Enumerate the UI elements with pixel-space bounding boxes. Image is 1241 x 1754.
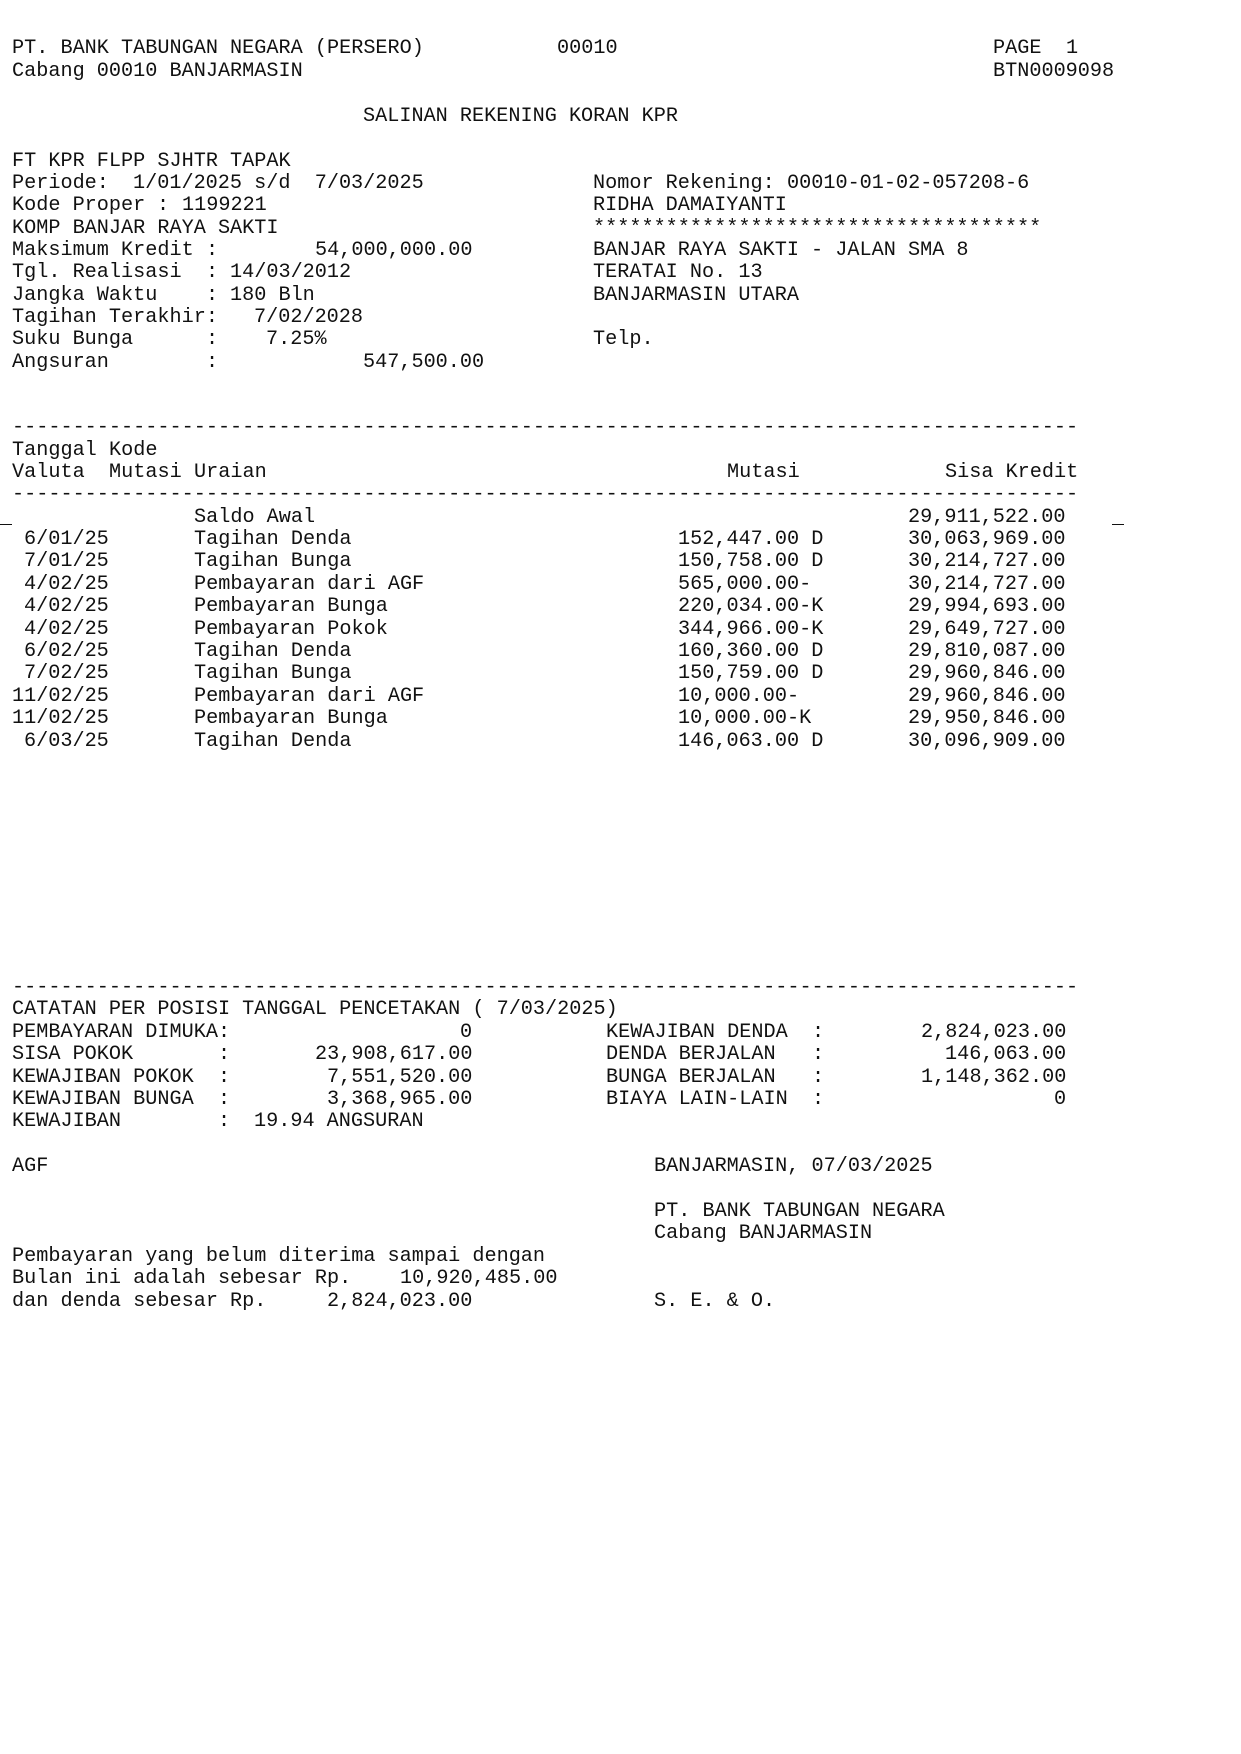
- page-number: 1: [1066, 37, 1079, 60]
- footer-line-5: [12, 1266, 1212, 1291]
- bank-name: PT. BANK TABUNGAN NEGARA (PERSERO): [12, 37, 424, 60]
- kode-proper-label: Kode Proper: [12, 194, 146, 217]
- sisa-pokok-value: 23,908,617.00: [315, 1043, 473, 1066]
- kewajiban-value: 19.94 ANGSURAN: [254, 1110, 424, 1133]
- bunga-berjalan-value: 1,148,362.00: [921, 1066, 1067, 1089]
- place-date: BANJARMASIN, 07/03/2025: [654, 1155, 933, 1178]
- acct-line-9: [12, 327, 1212, 352]
- summary-line-2: [12, 1042, 1212, 1067]
- address-line-1: BANJAR RAYA SAKTI - JALAN SMA 8: [593, 239, 969, 262]
- acct-line-10: [12, 350, 1212, 375]
- row-description: Pembayaran Bunga: [194, 707, 388, 730]
- colon: :: [218, 1043, 231, 1066]
- kewajiban-denda-label: KEWAJIBAN DENDA: [606, 1021, 788, 1044]
- kewajiban-pokok-label: KEWAJIBAN POKOK: [12, 1066, 194, 1089]
- col-sisa-kredit: Sisa Kredit: [945, 461, 1079, 484]
- table-row: [12, 594, 1212, 619]
- outstanding-label: Bulan ini adalah sebesar Rp.: [12, 1267, 352, 1290]
- telp-label: Telp.: [593, 328, 654, 351]
- angsuran-label: Angsuran: [12, 351, 109, 374]
- periode-label: Periode:: [12, 172, 109, 195]
- nomor-rekening-label: Nomor Rekening:: [593, 172, 775, 195]
- table-rule-header: ----------------------------------------------------------------------------------------: [12, 483, 1079, 506]
- row-description: Pembayaran dari AGF: [194, 573, 425, 596]
- kewajiban-bunga-label: KEWAJIBAN BUNGA: [12, 1088, 194, 1111]
- col-kode: Kode: [109, 439, 158, 462]
- colon: :: [812, 1043, 825, 1066]
- colon: :: [206, 239, 219, 262]
- address-line-3: BANJARMASIN UTARA: [593, 284, 799, 307]
- footer-line-6: [12, 1289, 1212, 1314]
- denda-note-label: dan denda sebesar Rp.: [12, 1290, 267, 1313]
- row-mutasi: 10,000.00-: [678, 685, 800, 708]
- table-row: [12, 661, 1212, 686]
- mark-right: [1112, 524, 1124, 525]
- summary-rule: ----------------------------------------------------------------------------------------: [12, 976, 1079, 999]
- colon: :: [812, 1088, 825, 1111]
- kewajiban-bunga-value: 3,368,965.00: [327, 1088, 473, 1111]
- row-description: Pembayaran dari AGF: [194, 685, 425, 708]
- saldo-awal-value: 29,911,522.00: [908, 506, 1066, 529]
- row-sisa-kredit: 29,994,693.00: [908, 595, 1066, 618]
- col-uraian: Uraian: [194, 461, 267, 484]
- doc-code: BTN0009098: [993, 60, 1115, 83]
- col-valuta: Valuta: [12, 461, 85, 484]
- header-line-2: [12, 59, 1212, 84]
- col-mutasi-code: Mutasi: [109, 461, 182, 484]
- row-sisa-kredit: 29,649,727.00: [908, 618, 1066, 641]
- summary-title-line: [12, 997, 1212, 1022]
- customer-name: RIDHA DAMAIYANTI: [593, 194, 787, 217]
- colon: :: [218, 1110, 231, 1133]
- footer-line-1: [12, 1154, 1212, 1179]
- maksimum-kredit-value: 54,000,000.00: [315, 239, 473, 262]
- page-label: PAGE: [993, 37, 1042, 60]
- pembayaran-dimuka-value: 0: [460, 1021, 473, 1044]
- suku-bunga-value: 7.25%: [266, 328, 327, 351]
- colon: :: [812, 1021, 825, 1044]
- table-row: [12, 706, 1212, 731]
- tgl-realisasi-label: Tgl. Realisasi: [12, 261, 182, 284]
- col-tanggal: Tanggal: [12, 439, 97, 462]
- denda-berjalan-label: DENDA BERJALAN: [606, 1043, 776, 1066]
- bunga-berjalan-label: BUNGA BERJALAN: [606, 1066, 776, 1089]
- tagihan-terakhir-label: Tagihan Terakhir:: [12, 306, 218, 329]
- row-mutasi: 152,447.00 D: [678, 528, 824, 551]
- acct-line-6: [12, 260, 1212, 285]
- branch-code: 00010: [557, 37, 618, 60]
- row-mutasi: 150,759.00 D: [678, 662, 824, 685]
- signer-branch: Cabang BANJARMASIN: [654, 1222, 873, 1245]
- row-date: 6/02/25: [24, 640, 109, 663]
- biaya-lain-label: BIAYA LAIN-LAIN: [606, 1088, 788, 1111]
- row-date: 6/03/25: [24, 730, 109, 753]
- kewajiban-denda-value: 2,824,023.00: [921, 1021, 1067, 1044]
- address-line-2: TERATAI No. 13: [593, 261, 763, 284]
- colon: :: [218, 1066, 231, 1089]
- colon: :: [206, 351, 219, 374]
- nomor-rekening-value: 00010-01-02-057208-6: [787, 172, 1030, 195]
- row-description: Tagihan Bunga: [194, 550, 352, 573]
- project-name: KOMP BANJAR RAYA SAKTI: [12, 217, 279, 240]
- colon: :: [206, 284, 219, 307]
- row-mutasi: 160,360.00 D: [678, 640, 824, 663]
- kewajiban-label: KEWAJIBAN: [12, 1110, 122, 1133]
- row-description: Pembayaran Bunga: [194, 595, 388, 618]
- saldo-awal-label: Saldo Awal: [194, 506, 316, 529]
- row-description: Tagihan Denda: [194, 528, 352, 551]
- row-mutasi: 146,063.00 D: [678, 730, 824, 753]
- row-sisa-kredit: 29,950,846.00: [908, 707, 1066, 730]
- row-sisa-kredit: 30,214,727.00: [908, 573, 1066, 596]
- jangka-waktu-label: Jangka Waktu: [12, 284, 158, 307]
- row-sisa-kredit: 29,960,846.00: [908, 685, 1066, 708]
- row-date: 11/02/25: [12, 707, 109, 730]
- colon: :: [157, 194, 170, 217]
- footer-line-3: [12, 1221, 1212, 1246]
- row-sisa-kredit: 30,214,727.00: [908, 550, 1066, 573]
- table-row: [12, 729, 1212, 754]
- biaya-lain-value: 0: [1054, 1088, 1067, 1111]
- branch-line: Cabang 00010 BANJARMASIN: [12, 60, 303, 83]
- page-title: SALINAN REKENING KORAN KPR: [363, 105, 678, 128]
- summary-title: CATATAN PER POSISI TANGGAL PENCETAKAN ( 7/03/2025): [12, 998, 618, 1021]
- row-date: 7/01/25: [24, 550, 109, 573]
- row-description: Tagihan Denda: [194, 730, 352, 753]
- table-rule-top: ----------------------------------------------------------------------------------------: [12, 416, 1079, 439]
- row-sisa-kredit: 29,960,846.00: [908, 662, 1066, 685]
- row-mutasi: 10,000.00-K: [678, 707, 812, 730]
- kewajiban-pokok-value: 7,551,520.00: [327, 1066, 473, 1089]
- product-name: FT KPR FLPP SJHTR TAPAK: [12, 150, 291, 173]
- maksimum-kredit-label: Maksimum Kredit: [12, 239, 194, 262]
- colon: :: [812, 1066, 825, 1089]
- tgl-realisasi-value: 14/03/2012: [230, 261, 352, 284]
- seo-mark: S. E. & O.: [654, 1290, 776, 1313]
- colon: :: [218, 1088, 231, 1111]
- row-mutasi: 344,966.00-K: [678, 618, 824, 641]
- signer-bank: PT. BANK TABUNGAN NEGARA: [654, 1200, 945, 1223]
- kode-proper-value: 1199221: [182, 194, 267, 217]
- row-date: 4/02/25: [24, 573, 109, 596]
- summary-line-5: [12, 1109, 1212, 1134]
- row-date: 11/02/25: [12, 685, 109, 708]
- outstanding-amount: 10,920,485.00: [400, 1267, 558, 1290]
- suku-bunga-label: Suku Bunga: [12, 328, 134, 351]
- colon: :: [206, 261, 219, 284]
- row-mutasi: 220,034.00-K: [678, 595, 824, 618]
- sisa-pokok-label: SISA POKOK: [12, 1043, 134, 1066]
- tagihan-terakhir-value: 7/02/2028: [254, 306, 364, 329]
- table-row: [12, 549, 1212, 574]
- angsuran-value: 547,500.00: [363, 351, 485, 374]
- row-date: 7/02/25: [24, 662, 109, 685]
- row-description: Tagihan Denda: [194, 640, 352, 663]
- row-sisa-kredit: 30,096,909.00: [908, 730, 1066, 753]
- agf-label: AGF: [12, 1155, 49, 1178]
- col-mutasi: Mutasi: [727, 461, 800, 484]
- row-date: 4/02/25: [24, 595, 109, 618]
- colon: :: [206, 328, 219, 351]
- denda-berjalan-value: 146,063.00: [945, 1043, 1067, 1066]
- row-description: Tagihan Bunga: [194, 662, 352, 685]
- acct-line-3: [12, 193, 1212, 218]
- row-description: Pembayaran Pokok: [194, 618, 388, 641]
- denda-note-amount: 2,824,023.00: [327, 1290, 473, 1313]
- row-sisa-kredit: 29,810,087.00: [908, 640, 1066, 663]
- row-mutasi: 150,758.00 D: [678, 550, 824, 573]
- masked-field: *************************************: [593, 217, 1042, 240]
- row-mutasi: 565,000.00-: [678, 573, 812, 596]
- row-sisa-kredit: 30,063,969.00: [908, 528, 1066, 551]
- outstanding-note: Pembayaran yang belum diterima sampai dengan: [12, 1245, 546, 1268]
- row-date: 6/01/25: [24, 528, 109, 551]
- mark-left: [0, 524, 12, 525]
- header-line-1: [12, 36, 1212, 61]
- pembayaran-dimuka-label: PEMBAYARAN DIMUKA:: [12, 1021, 231, 1044]
- periode-value: 1/01/2025 s/d 7/03/2025: [133, 172, 424, 195]
- page-title-line: [12, 104, 1212, 129]
- row-date: 4/02/25: [24, 618, 109, 641]
- jangka-waktu-value: 180 Bln: [230, 284, 315, 307]
